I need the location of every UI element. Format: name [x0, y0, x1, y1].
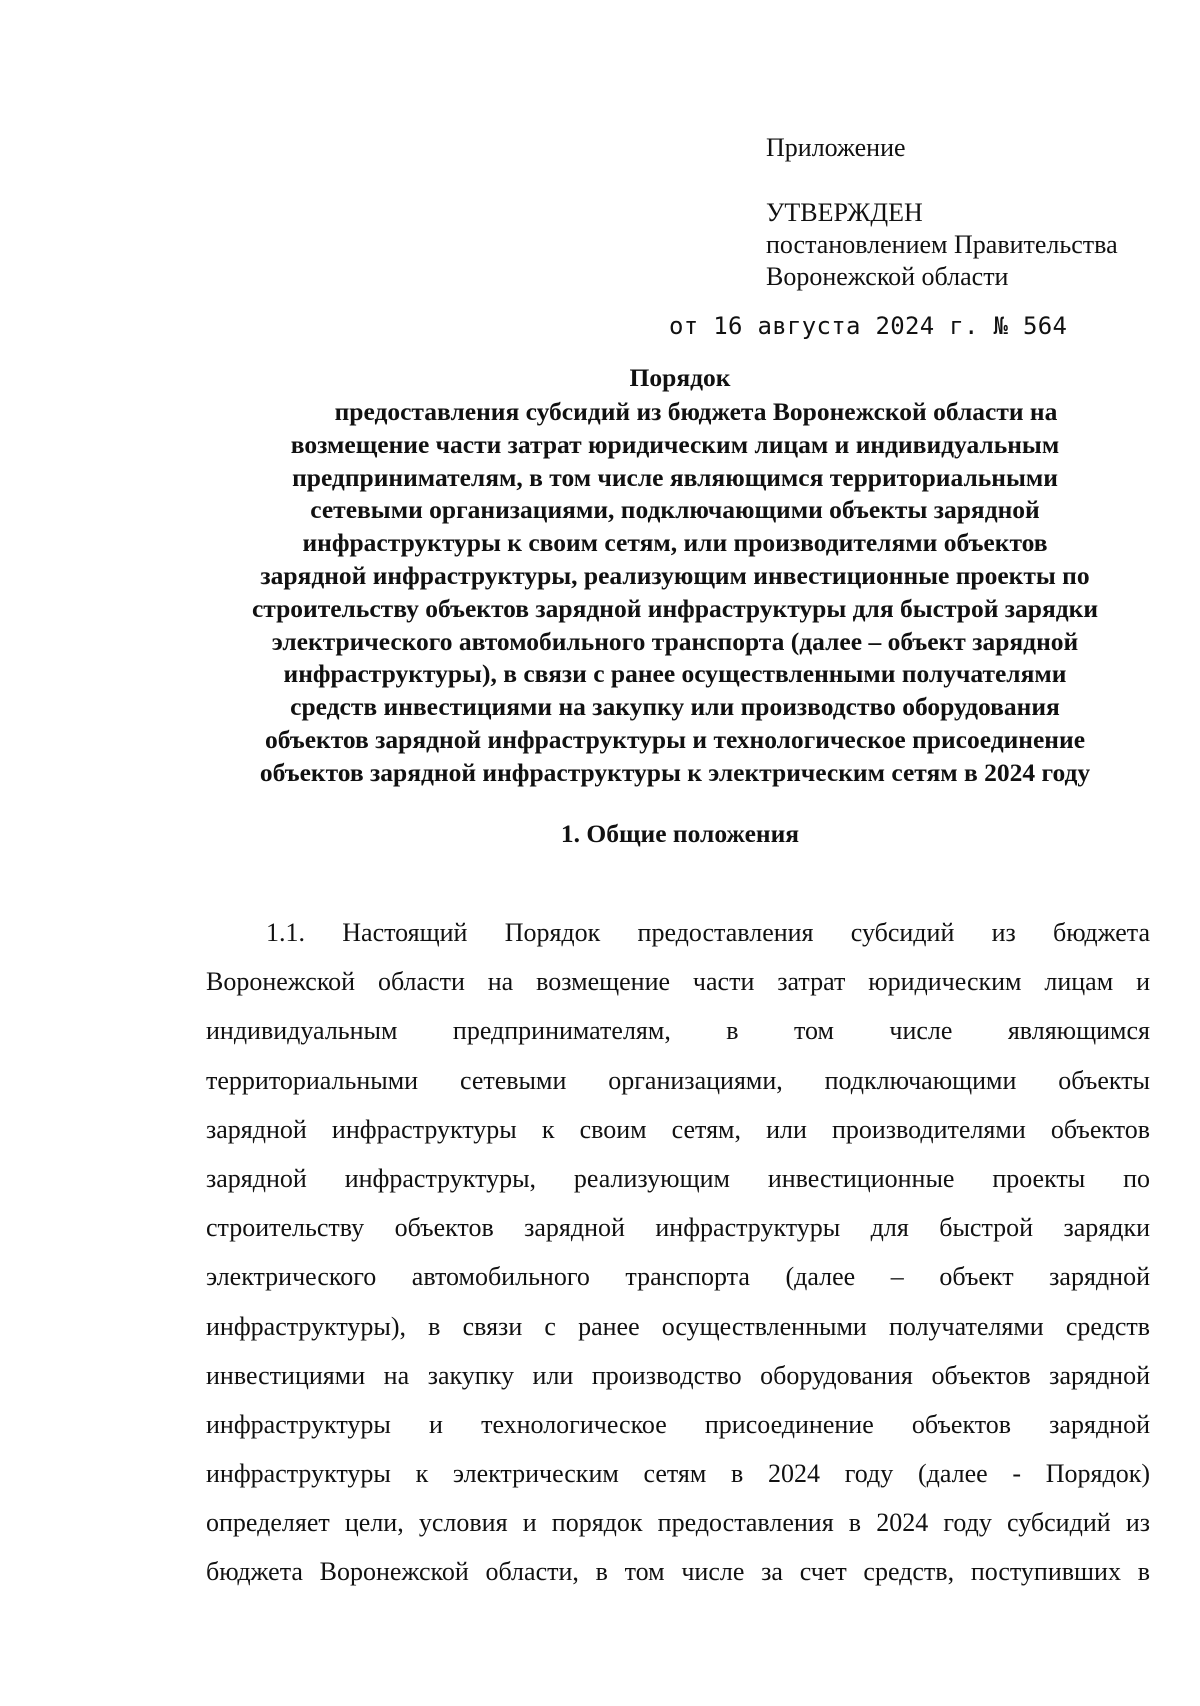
- paragraph-line: строительству объектов зарядной инфраструктуры для быстрой зарядки: [206, 1213, 1150, 1243]
- paragraph-line: 1.1. Настоящий Порядок предоставления субсидий из бюджета: [266, 918, 1150, 947]
- paragraph-line: индивидуальным предпринимателям, в том числе являющимся: [206, 1016, 1150, 1046]
- paragraph-line: инфраструктуры к электрическим сетям в 2024 году (далее - Порядок): [206, 1459, 1150, 1489]
- approved-by-line: постановлением Правительства: [766, 230, 1118, 259]
- paragraph-line: инфраструктуры и технологическое присоединение объектов зарядной: [206, 1409, 1150, 1439]
- title-line: зарядной инфраструктуры, реализующим инвестиционные проекты по: [260, 560, 1090, 590]
- annex-label: Приложение: [766, 133, 906, 162]
- title-line: средств инвестициями на закупку или производство оборудования: [290, 692, 1060, 722]
- title-line: предоставления субсидий из бюджета Воронежской области на: [334, 397, 1058, 426]
- title-line: электрического автомобильного транспорта (далее – объект зарядной: [271, 626, 1079, 656]
- paragraph-line: Воронежской области на возмещение части затрат юридическим лицам и: [206, 967, 1150, 997]
- paragraph-line: определяет цели, условия и порядок предоставления в 2024 году субсидий из: [206, 1508, 1150, 1538]
- approved-by-line: Воронежской области: [766, 262, 1009, 291]
- title-heading: Порядок: [629, 363, 731, 392]
- section-paragraph: [206, 908, 1150, 1597]
- paragraph-line: зарядной инфраструктуры к своим сетям, или производителями объектов: [206, 1114, 1150, 1144]
- paragraph-line: зарядной инфраструктуры, реализующим инвестиционные проекты по: [206, 1163, 1150, 1193]
- title-line: сетевыми организациями, подключающими объекты зарядной: [310, 495, 1040, 525]
- paragraph-line: инфраструктуры), в связи с ранее осуществленными получателями средств: [206, 1311, 1150, 1341]
- title-line: объектов зарядной инфраструктуры и технологическое присоединение: [264, 724, 1086, 754]
- approved-label: УТВЕРЖДЕН: [766, 198, 923, 227]
- title-line: инфраструктуры), в связи с ранее осуществленными получателями: [283, 659, 1067, 689]
- title-line: возмещение части затрат юридическим лицам и индивидуальным: [290, 429, 1060, 459]
- paragraph-line: инвестициями на закупку или производство оборудования объектов зарядной: [206, 1360, 1150, 1390]
- section-heading: 1. Общие положения: [560, 819, 800, 848]
- title-line: строительству объектов зарядной инфраструктуры для быстрой зарядки: [251, 593, 1099, 623]
- paragraph-line: электрического автомобильного транспорта (далее – объект зарядной: [206, 1262, 1150, 1292]
- document-title: [180, 360, 1170, 790]
- title-line: предпринимателям, в том числе являющимся территориальными: [292, 462, 1058, 492]
- title-line: инфраструктуры к своим сетям, или производителями объектов: [302, 528, 1048, 558]
- title-line: объектов зарядной инфраструктуры к электрическим сетям в 2024 году: [259, 757, 1091, 787]
- title-text: [180, 396, 1170, 790]
- paragraph-line: территориальными сетевыми организациями, подключающими объекты: [206, 1065, 1150, 1095]
- paragraph-line: бюджета Воронежской области, в том числе за счет средств, поступивших в: [206, 1557, 1150, 1587]
- decree-date: от 16 августа 2024 г. № 564: [669, 312, 1068, 340]
- approval-block: [766, 197, 1118, 293]
